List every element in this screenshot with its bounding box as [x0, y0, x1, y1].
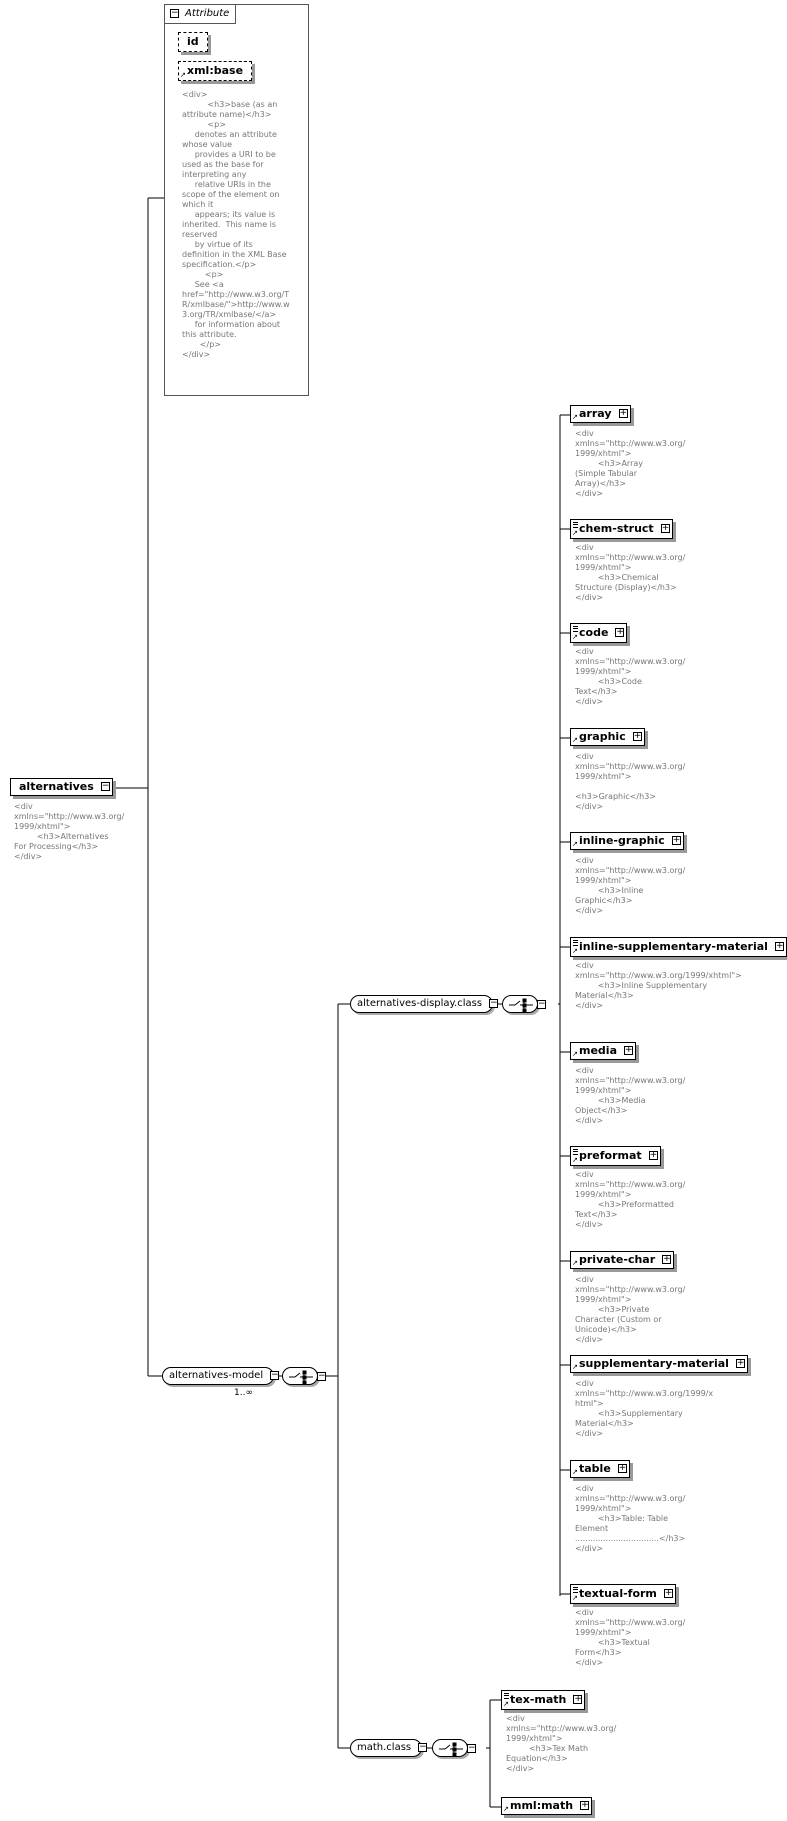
element-label: table [579, 1462, 611, 1475]
expand-icon[interactable]: + [663, 1254, 671, 1264]
element-inline-graphic[interactable] [570, 832, 684, 850]
attribute-id[interactable] [178, 32, 208, 52]
element-label: chem-struct [579, 522, 654, 535]
element-alternatives[interactable] [10, 778, 113, 796]
element-label: graphic [579, 730, 626, 743]
element-documentation: <div xmlns="http://www.w3.org/ 1999/xhtml"> <h3>Preformatted Text</h3> </div> [575, 1170, 686, 1229]
multiplicity-icon [573, 522, 578, 528]
element-textual-form[interactable] [570, 1584, 676, 1604]
element-documentation: <div xmlns="http://www.w3.org/1999/x html"> <h3>Supplementary Material</h3> </div> [575, 1379, 714, 1438]
collapse-icon[interactable]: − [171, 8, 179, 18]
element-label: inline-supplementary-material [579, 940, 768, 953]
expand-icon[interactable]: + [625, 1045, 633, 1055]
element-table[interactable] [570, 1460, 630, 1478]
expand-icon[interactable]: + [616, 627, 624, 637]
sequence-compositor-icon [282, 1367, 318, 1385]
element-label: inline-graphic [579, 834, 665, 847]
element-documentation: <div xmlns="http://www.w3.org/ 1999/xhtml"> <h3>Array (Simple Tabular Array)</h3> </div> [575, 429, 686, 498]
attribute-label: xml:base [187, 64, 244, 77]
element-array[interactable] [570, 405, 631, 423]
element-documentation: <div xmlns="http://www.w3.org/ 1999/xhtml"> <h3>Graphic</h3> </div> [575, 752, 686, 811]
expand-icon[interactable]: + [633, 731, 642, 741]
group-label: alternatives-model [169, 1370, 264, 1381]
group-label: math.class [357, 1742, 412, 1753]
attribute-panel-title[interactable] [165, 5, 236, 24]
reference-arrow-icon: ↗ [572, 1259, 578, 1267]
element-documentation: <div xmlns="http://www.w3.org/ 1999/xhtml"> <h3>Tex Math Equation</h3> </div> [506, 1714, 617, 1773]
multiplicity-icon [573, 940, 578, 946]
element-label: array [579, 407, 612, 420]
reference-arrow-icon: ↗ [572, 736, 578, 744]
expand-icon[interactable]: + [581, 1800, 589, 1810]
reference-arrow-icon: ↗ [503, 1700, 509, 1708]
element-label: media [579, 1044, 617, 1057]
element-mml-math[interactable] [501, 1797, 592, 1815]
group-math-class[interactable] [350, 1739, 427, 1757]
element-label: code [579, 626, 609, 639]
element-supplementary-material[interactable] [570, 1355, 748, 1373]
reference-arrow-icon: ↗ [503, 1805, 509, 1813]
expand-icon[interactable]: + [649, 1150, 658, 1160]
element-preformat[interactable] [570, 1146, 661, 1166]
expand-icon[interactable]: + [618, 1463, 627, 1473]
cardinality: 1..∞ [234, 1388, 253, 1398]
reference-arrow-icon: ↗ [572, 840, 578, 848]
attribute-xml-base[interactable] [178, 61, 252, 81]
element-label: textual-form [579, 1587, 657, 1600]
collapse-icon[interactable]: − [271, 1370, 279, 1380]
element-graphic[interactable] [570, 728, 645, 746]
expand-icon[interactable]: + [672, 835, 681, 845]
element-media[interactable] [570, 1042, 636, 1060]
multiplicity-icon [573, 626, 578, 632]
element-chem-struct[interactable] [570, 519, 673, 539]
collapse-icon[interactable]: − [538, 999, 546, 1009]
element-label: alternatives [19, 780, 94, 793]
reference-arrow-icon: ↗ [572, 413, 578, 421]
expand-icon[interactable]: + [619, 408, 628, 418]
element-documentation: <div xmlns="http://www.w3.org/1999/xhtml"> <h3>Inline Supplementary Material</h3> </div> [575, 961, 742, 1010]
expand-icon[interactable]: + [661, 523, 670, 533]
element-documentation: <div xmlns="http://www.w3.org/ 1999/xhtml"> <h3>Inline Graphic</h3> </div> [575, 856, 686, 915]
sequence-compositor-icon [432, 1739, 468, 1757]
multiplicity-icon [573, 1149, 578, 1155]
multiplicity-icon [504, 1693, 509, 1699]
element-documentation: <div xmlns="http://www.w3.org/ 1999/xhtml"> <h3>Table: Table Element .................................</h3> </div> [575, 1484, 686, 1553]
reference-arrow-icon: ↗ [572, 1468, 578, 1476]
reference-arrow-icon: ↗ [572, 1156, 578, 1164]
element-documentation: <div xmlns="http://www.w3.org/ 1999/xhtml"> <h3>Code Text</h3> </div> [575, 647, 686, 706]
element-code[interactable] [570, 623, 627, 643]
element-tex-math[interactable] [501, 1690, 585, 1710]
collapse-icon[interactable]: − [101, 781, 110, 791]
expand-icon[interactable]: + [574, 1694, 582, 1704]
attribute-label: id [187, 35, 199, 48]
sequence-compositor-icon [502, 995, 538, 1013]
reference-arrow-icon: ↗ [572, 529, 578, 537]
element-documentation: <div xmlns="http://www.w3.org/ 1999/xhtml"> <h3>Textual Form</h3> </div> [575, 1608, 686, 1667]
element-inline-supplementary-material[interactable] [570, 937, 787, 957]
reference-arrow-icon: ↗ [572, 633, 578, 641]
element-documentation: <div xmlns="http://www.w3.org/ 1999/xhtml"> <h3>Media Object</h3> </div> [575, 1066, 686, 1125]
reference-arrow-icon: ↗ [572, 1050, 578, 1058]
expand-icon[interactable]: + [736, 1358, 745, 1368]
element-label: mml:math [510, 1799, 574, 1812]
attribute-panel [164, 4, 309, 396]
collapse-icon[interactable]: − [318, 1371, 326, 1381]
expand-icon[interactable]: + [664, 1588, 673, 1598]
element-label: preformat [579, 1149, 642, 1162]
multiplicity-icon [573, 1587, 578, 1593]
element-label: private-char [579, 1253, 656, 1266]
reference-arrow-icon: ↗ [572, 1363, 578, 1371]
reference-arrow-icon: ↗ [572, 1594, 578, 1602]
element-documentation: <div xmlns="http://www.w3.org/ 1999/xhtml"> <h3>Private Character (Custom or Unicode)</h3> </div> [575, 1275, 686, 1344]
attribute-title-label: Attribute [185, 8, 230, 19]
reference-arrow-icon: ↗ [180, 71, 186, 79]
collapse-icon[interactable]: − [419, 1742, 427, 1752]
element-private-char[interactable] [570, 1251, 674, 1269]
attribute-documentation: <div> <h3>base (as an attribute name)</h3> <p> denotes an attribute whose value provides a URI to be used as the base for interpreting any relative URIs in the scope of the element on which it appears; its value is inherited. This name is reserved by virtue of its definition in the XML Base specification.</p> <p> See <a href="http://www.w3.org/T R/xmlbase/">http://www.w 3.org/TR/xmlbase/</a> for information about this attribute. </p> </div> [182, 90, 290, 359]
element-label: supplementary-material [579, 1357, 729, 1370]
element-documentation: <div xmlns="http://www.w3.org/ 1999/xhtml"> <h3>Chemical Structure (Display)</h3> </div> [575, 543, 686, 602]
expand-icon[interactable]: + [775, 941, 784, 951]
root-documentation: <div xmlns="http://www.w3.org/ 1999/xhtml"> <h3>Alternatives For Processing</h3> </div> [14, 802, 125, 861]
group-alternatives-model[interactable] [162, 1367, 279, 1385]
group-alternatives-display-class[interactable] [350, 995, 498, 1013]
element-label: tex-math [510, 1693, 567, 1706]
reference-arrow-icon: ↗ [572, 947, 578, 955]
collapse-icon[interactable]: − [468, 1743, 476, 1753]
collapse-icon[interactable]: − [490, 998, 498, 1008]
group-label: alternatives-display.class [357, 998, 483, 1009]
